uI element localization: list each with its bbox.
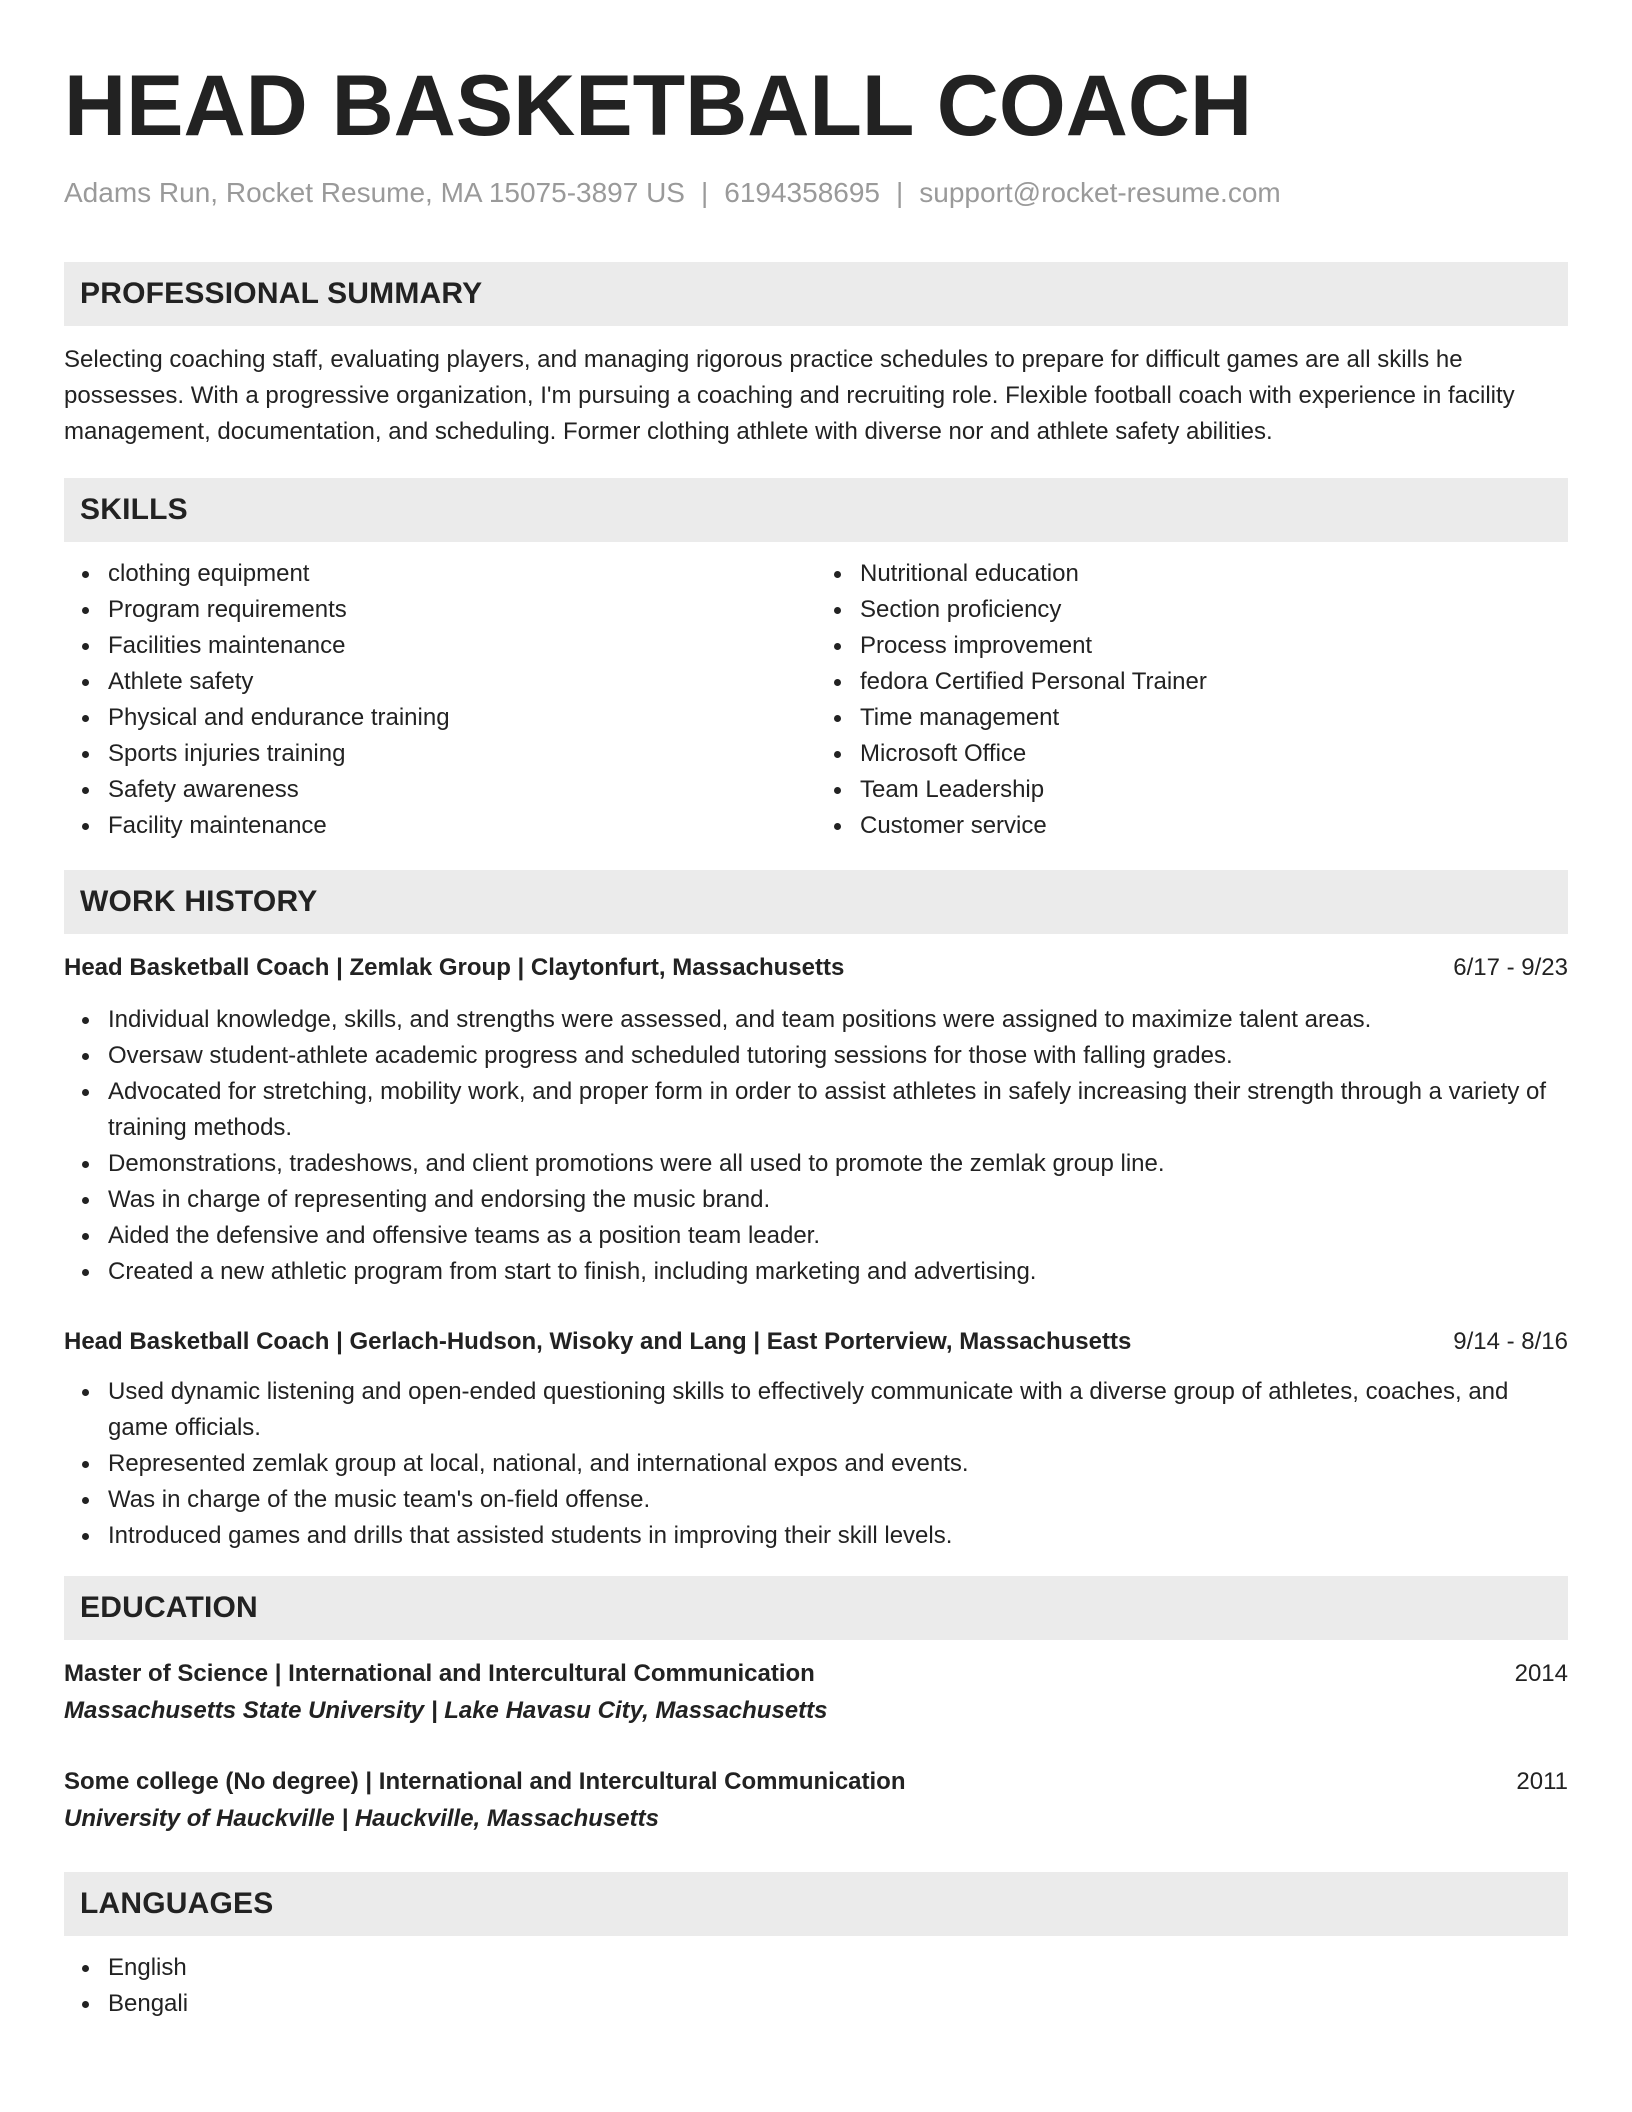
job-bullet: Created a new athletic program from start to finish, including marketing and advertising. <box>108 1254 1568 1290</box>
section-header-languages: LANGUAGES <box>64 1872 1568 1936</box>
job-heading <box>64 950 1568 986</box>
skill-item: Section proficiency <box>860 592 1568 628</box>
contact-address: Adams Run, Rocket Resume, MA 15075-3897 US <box>64 177 685 208</box>
skill-item: Physical and endurance training <box>108 700 816 736</box>
skill-item: Safety awareness <box>108 772 816 808</box>
skill-item: fedora Certified Personal Trainer <box>860 664 1568 700</box>
section-header-summary: PROFESSIONAL SUMMARY <box>64 262 1568 326</box>
candidate-name: HEAD BASKETBALL COACH <box>64 58 1253 154</box>
section-header-education: EDUCATION <box>64 1576 1568 1640</box>
skill-item: Program requirements <box>108 592 816 628</box>
job-bullets <box>64 1002 1568 1290</box>
education-degree: Master of Science | International and Intercultural Communication <box>64 1660 815 1687</box>
skill-item: Microsoft Office <box>860 736 1568 772</box>
skill-item: Time management <box>860 700 1568 736</box>
skill-item: Facility maintenance <box>108 808 816 844</box>
language-item: Bengali <box>108 1986 1568 2022</box>
skill-item: Athlete safety <box>108 664 816 700</box>
job-bullet: Was in charge of the music team's on-field offense. <box>108 1482 1568 1518</box>
skill-item: Nutritional education <box>860 556 1568 592</box>
job-bullet: Demonstrations, tradeshows, and client promotions were all used to promote the zemlak group line. <box>108 1146 1568 1182</box>
job-heading <box>64 1324 1568 1360</box>
contact-phone: 6194358695 <box>724 177 880 208</box>
job-bullet: Aided the defensive and offensive teams as a position team leader. <box>108 1218 1568 1254</box>
contact-line <box>64 176 1568 210</box>
job-title-line: Head Basketball Coach | Zemlak Group | Claytonfurt, Massachusetts <box>64 954 845 981</box>
skills-list <box>64 556 1568 844</box>
skill-item: Process improvement <box>860 628 1568 664</box>
job-bullet: Advocated for stretching, mobility work, and proper form in order to assist athletes in safely increasing their strength through a variety of training methods. <box>108 1074 1568 1146</box>
skill-item: Facilities maintenance <box>108 628 816 664</box>
skill-item: Team Leadership <box>860 772 1568 808</box>
language-item: English <box>108 1950 1568 1986</box>
skills-column-right <box>816 556 1568 844</box>
job-title-line: Head Basketball Coach | Gerlach-Hudson, Wisoky and Lang | East Porterview, Massachusetts <box>64 1328 1132 1355</box>
job-bullet: Used dynamic listening and open-ended questioning skills to effectively communicate with a diverse group of athletes, coaches, and game officials. <box>108 1374 1568 1446</box>
skill-item: Customer service <box>860 808 1568 844</box>
education-year: 2014 <box>1514 1660 1568 1687</box>
languages-list <box>64 1950 1568 2022</box>
job-bullet: Oversaw student-athlete academic progress and scheduled tutoring sessions for those with falling grades. <box>108 1038 1568 1074</box>
job-dates: 6/17 - 9/23 <box>1453 954 1568 981</box>
job-dates: 9/14 - 8/16 <box>1453 1328 1568 1355</box>
resume-page <box>64 56 1568 2022</box>
education-heading <box>64 1656 1568 1692</box>
skill-item: clothing equipment <box>108 556 816 592</box>
section-header-work-history: WORK HISTORY <box>64 870 1568 934</box>
education-heading <box>64 1764 1568 1800</box>
education-year: 2011 <box>1516 1768 1568 1795</box>
skill-item: Sports injuries training <box>108 736 816 772</box>
job-bullets <box>64 1374 1568 1554</box>
education-degree: Some college (No degree) | International and Intercultural Communication <box>64 1768 906 1795</box>
job-bullet: Represented zemlak group at local, national, and international expos and events. <box>108 1446 1568 1482</box>
job-bullet: Introduced games and drills that assisted students in improving their skill levels. <box>108 1518 1568 1554</box>
education-school: University of Hauckville | Hauckville, Massachusetts <box>64 1805 659 1832</box>
skills-column-left <box>64 556 816 844</box>
job-bullet: Was in charge of representing and endorsing the music brand. <box>108 1182 1568 1218</box>
contact-separator: | <box>896 177 904 208</box>
job-bullet: Individual knowledge, skills, and strengths were assessed, and team positions were assigned to maximize talent areas. <box>108 1002 1568 1038</box>
education-school: Massachusetts State University | Lake Havasu City, Massachusetts <box>64 1697 828 1724</box>
contact-separator: | <box>700 177 709 208</box>
section-header-skills: SKILLS <box>64 478 1568 542</box>
contact-email: support@rocket-resume.com <box>919 177 1281 208</box>
summary-text: Selecting coaching staff, evaluating players, and managing rigorous practice schedules to prepare for difficult games are all skills he possesses. With a progressive organization, I'm pursuing a coaching and recruiting role. Flexible football coach with experience in facility management, documentation, and scheduling. Former clothing athlete with diverse nor and athlete safety abilities. <box>64 346 1515 445</box>
